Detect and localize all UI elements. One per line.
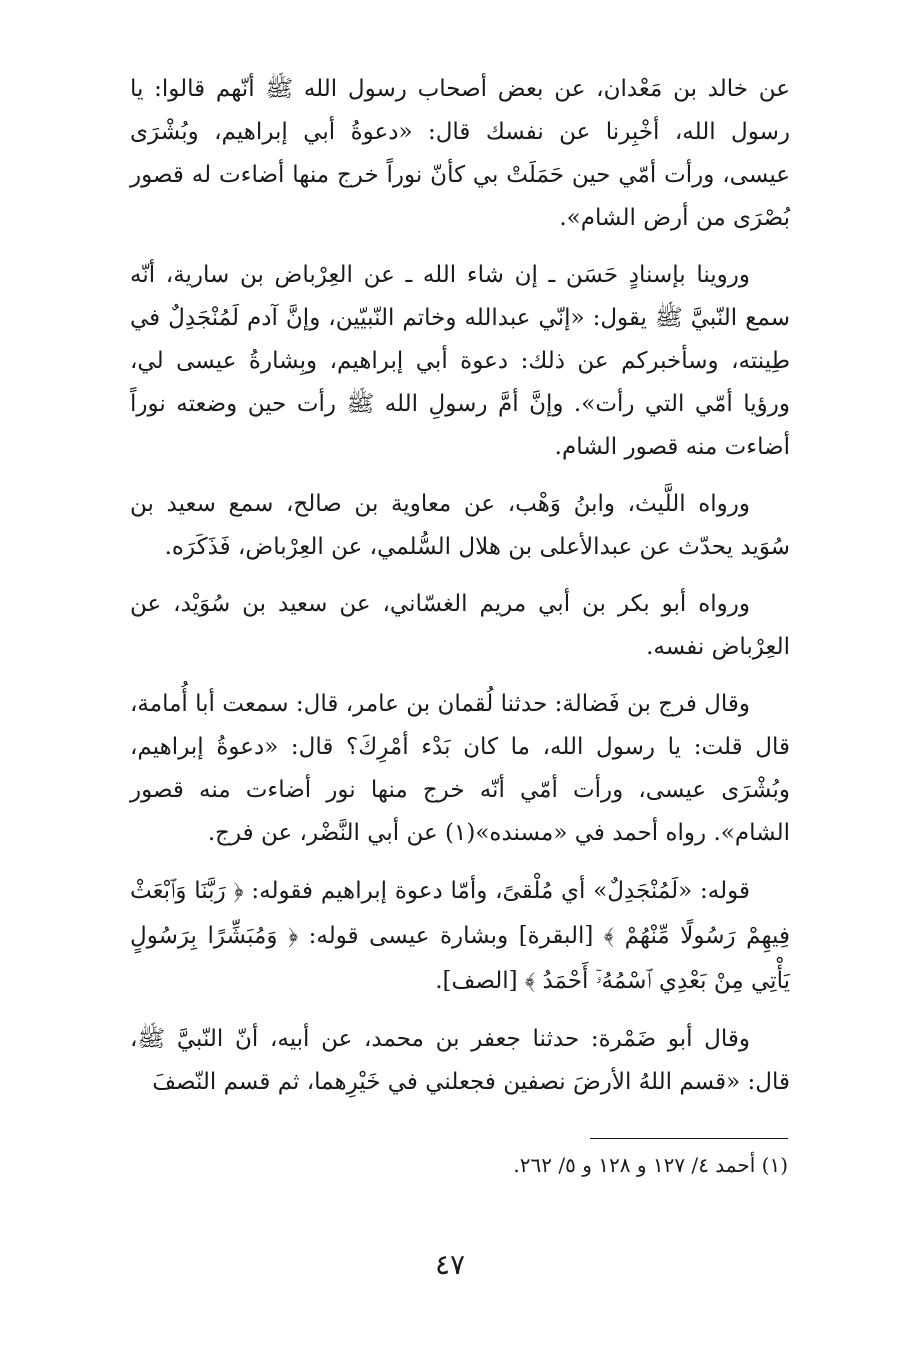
paragraph-munjadil-explanation: قوله: «لَمُنْجَدِلٌ» أي مُلْقىً، وأمّا دعوة إبراهيم فقوله: ﴿ رَبَّنَا وَٱبْعَثْ فِيهِمْ رَسُولًا مِّنْهُمْ ﴾ [البقرة] وبشارة عيسى قوله: ﴿ وَمُبَشِّرًا بِرَسُولٍ يَأْتِي مِنْ بَعْدِي ٱسْمُهُۥٓ أَحْمَدُ ﴾ [الصف]. bbox=[130, 878, 790, 994]
paragraph-faraj-ibn-fadala: وقال فرج بن فَضالة: حدثنا لُقمان بن عامر، قال: سمعت أبا أُمامة، قال قلت: يا رسول الله، ما كان بَدْء أمْرِكَ؟ قال: «دعوةُ إبراهيم، وبُشْرَى عيسى، ورأت أمّي أنّه خرج منها نور أضاءت منه قصور الشام». رواه أحمد في «مسنده»(١) عن أبي النَّضْر، عن فرج. bbox=[130, 691, 790, 846]
paragraph-layth-ibn-wahb: ورواه اللَّيث، وابنُ وَهْب، عن معاوية بن صالح، سمع سعيد بن سُوَيد يحدّث عن عبدالأعلى بن هلال السُّلمي، عن العِرْباض، فَذَكَرَه. bbox=[130, 491, 790, 560]
paragraph-irbad-ibn-sariya: وروينا بإسنادٍ حَسَن ـ إن شاء الله ـ عن العِرْباض بن سارية، أنّه سمع النّبيَّ ﷺ يقول: «إنّي عبدالله وخاتم النّبيّين، وإنَّ آدم لَمُنْجَدِلٌ في طِينته، وسأخبركم عن ذلك: دعوة أبي إبراهيم، وبِشارةُ عيسى لي، ورؤيا أمّي التي رأت». وإنَّ أمَّ رسولِ الله ﷺ رأت حين وضعته نوراً أضاءت منه قصور الشام. bbox=[130, 262, 790, 460]
footnote-separator bbox=[590, 1138, 788, 1139]
footnote: (١) أحمد ٤/ ١٢٧ و ١٢٨ و ٥/ ٢٦٢. bbox=[513, 1153, 788, 1177]
page-number: ٤٧ bbox=[434, 1248, 466, 1281]
paragraph-khalid-ibn-madan: عن خالد بن مَعْدان، عن بعض أصحاب رسول الله ﷺ أنّهم قالوا: يا رسول الله، أخْبِرنا عن نفسك قال: «دعوةُ أبي إبراهيم، وبُشْرَى عيسى، ورأت أمّي حين حَمَلَتْ بي كأنّ نوراً خرج منها أضاءت له قصور بُصْرَى من أرض الشام». bbox=[130, 76, 790, 231]
page-body bbox=[130, 68, 790, 1118]
paragraph-abu-bakr-ibn-abi-maryam: ورواه أبو بكر بن أبي مريم الغسّاني، عن سعيد بن سُوَيْد، عن العِرْباض نفسه. bbox=[130, 591, 790, 660]
paragraph-abu-damra: وقال أبو ضَمْرة: حدثنا جعفر بن محمد، عن أبيه، أنّ النّبيَّ ﷺ، قال: «قسم اللهُ الأرضَ نصفين فجعلني في خَيْرِهما، ثم قسم النّصفَ bbox=[130, 1026, 790, 1095]
